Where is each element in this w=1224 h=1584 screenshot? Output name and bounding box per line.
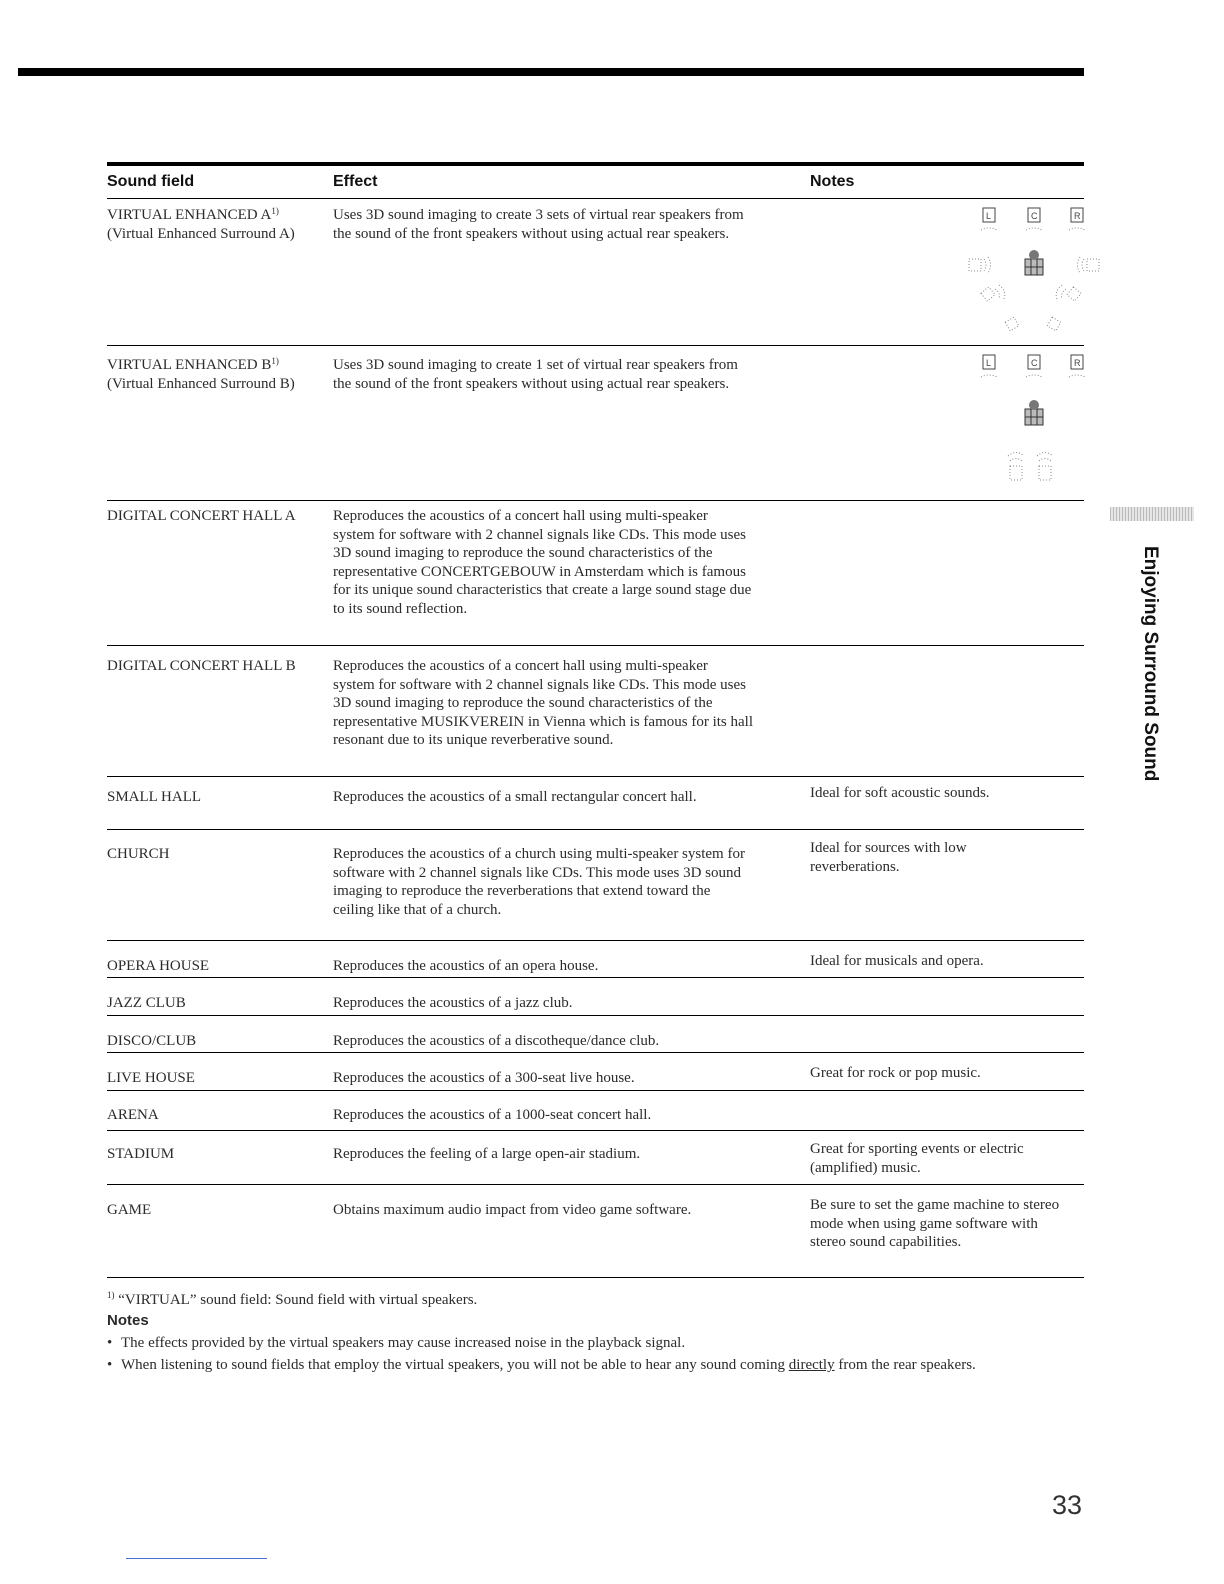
sound-field-name: STADIUM [107, 1146, 175, 1162]
effect-text: Reproduces the acoustics of a discotheque/dance club. [333, 1033, 660, 1049]
table-row [107, 645, 1084, 777]
sound-field-name: OPERA HOUSE [107, 958, 210, 974]
table-row [107, 977, 1084, 1016]
sound-field-name: DISCO/CLUB [107, 1033, 197, 1049]
table-row [107, 1184, 1084, 1278]
effect-text: Obtains maximum audio impact from video game software. [333, 1202, 692, 1218]
sound-field-name: LIVE HOUSE [107, 1070, 195, 1086]
sound-field-name: ARENA [107, 1107, 159, 1123]
effect-text: Reproduces the acoustics of an opera house. [333, 958, 599, 974]
notes-text: Great for rock or pop music. [810, 1065, 981, 1081]
effect-text: Reproduces the acoustics of a 300-seat live house. [333, 1070, 635, 1086]
table-row [107, 1052, 1084, 1091]
table-row [107, 776, 1084, 830]
table-row [107, 1130, 1084, 1185]
header-effect: Effect [333, 173, 378, 190]
effect-text: Reproduces the acoustics of a church using multi-speaker system for software with 2 channel signals like CDs. This mode uses 3D sound imaging to reproduce the reverberations that extend toward the ceiling like that of a church. [333, 846, 745, 918]
table-row [107, 345, 1084, 501]
note-bullet-2: • When listening to sound fields that employ the virtual speakers, you will not be able to hear any sound coming directly from the rear speakers. [107, 1355, 1067, 1376]
effect-text: Uses 3D sound imaging to create 3 sets of virtual rear speakers from the sound of the front speakers without using actual rear speakers. [333, 207, 744, 242]
speaker-c-label: C [1031, 211, 1038, 221]
top-rule [18, 68, 1084, 76]
sound-field-name: VIRTUAL ENHANCED $A^{1)}$ (Virtual Enhanced Surround A) [107, 206, 295, 242]
speaker-r-label: R [1074, 211, 1081, 221]
sound-field-name: JAZZ CLUB [107, 995, 186, 1011]
virtual-speaker-diagram-b [857, 351, 1117, 497]
side-tab-marker [1110, 507, 1194, 521]
header-notes: Notes [810, 173, 855, 190]
virtual-speaker-diagram-a [857, 203, 1117, 341]
header-sound-field: Sound field [107, 173, 195, 190]
table-row [107, 940, 1084, 978]
page-number: 33 [1052, 1490, 1083, 1520]
table-row [107, 1090, 1084, 1131]
effect-text: Reproduces the acoustics of a small rectangular concert hall. [333, 789, 697, 805]
note-bullet-1: • The effects provided by the virtual speakers may cause increased noise in the playback signal. [107, 1333, 1067, 1354]
speaker-c-label: C [1031, 358, 1038, 368]
sound-field-name: SMALL HALL [107, 789, 202, 805]
notes-text: Ideal for sources with low reverberations. [810, 840, 967, 875]
effect-text: Reproduces the acoustics of a jazz club. [333, 995, 573, 1011]
notes-text: Be sure to set the game machine to stereo mode when using game software with stereo sound capabilities. [810, 1197, 1060, 1251]
notes-title: Notes [107, 1312, 149, 1329]
speaker-r-label: R [1074, 358, 1081, 368]
section-side-tab: Enjoying Surround Sound [1140, 546, 1161, 782]
table-top-rule [107, 162, 1084, 166]
notes-text: Ideal for soft acoustic sounds. [810, 785, 990, 801]
table-row [107, 500, 1084, 646]
listener-icon [1025, 250, 1043, 275]
sound-field-name: GAME [107, 1202, 152, 1218]
notes-text: Ideal for musicals and opera. [810, 953, 984, 969]
effect-text: Uses 3D sound imaging to create 1 set of virtual rear speakers from the sound of the front speakers without using actual rear speakers. [333, 357, 738, 392]
footnote: $^{1)}$ “VIRTUAL” sound field: Sound field with virtual speakers. [107, 1290, 478, 1308]
sound-field-name: DIGITAL CONCERT HALL A [107, 508, 296, 524]
table-row [107, 829, 1084, 941]
table-row [107, 199, 1084, 346]
effect-text: Reproduces the acoustics of a concert hall using multi-speaker system for software with 2 channel signals like CDs. This mode uses 3D sound imaging to reproduce the sound characteristics of the representative CONCERTGEBOUW in Amsterdam which is famous for its unique sound characteristics that create a large sound stage due to its sound reflection. [333, 508, 752, 617]
table-row [107, 1015, 1084, 1053]
effect-text: Reproduces the acoustics of a 1000-seat concert hall. [333, 1107, 652, 1123]
effect-text: Reproduces the feeling of a large open-air stadium. [333, 1146, 641, 1162]
speaker-l-label: L [986, 358, 992, 368]
notes-text: Great for sporting events or electric (amplified) music. [810, 1141, 1024, 1176]
sound-field-name: VIRTUAL ENHANCED $B^{1)}$ (Virtual Enhanced Surround B) [107, 356, 295, 392]
sound-field-name: DIGITAL CONCERT HALL B [107, 658, 296, 674]
speaker-l-label: L [986, 211, 992, 221]
listener-icon [1025, 400, 1043, 425]
effect-text: Reproduces the acoustics of a concert hall using multi-speaker system for software with 2 channel signals like CDs. This mode uses 3D sound imaging to reproduce the sound characteristics of the representative MUSIKVEREIN in Vienna which is famous for its hall resonant due to its unique reverberative sound. [333, 658, 753, 749]
bottom-line [126, 1558, 267, 1559]
sound-field-name: CHURCH [107, 846, 170, 862]
